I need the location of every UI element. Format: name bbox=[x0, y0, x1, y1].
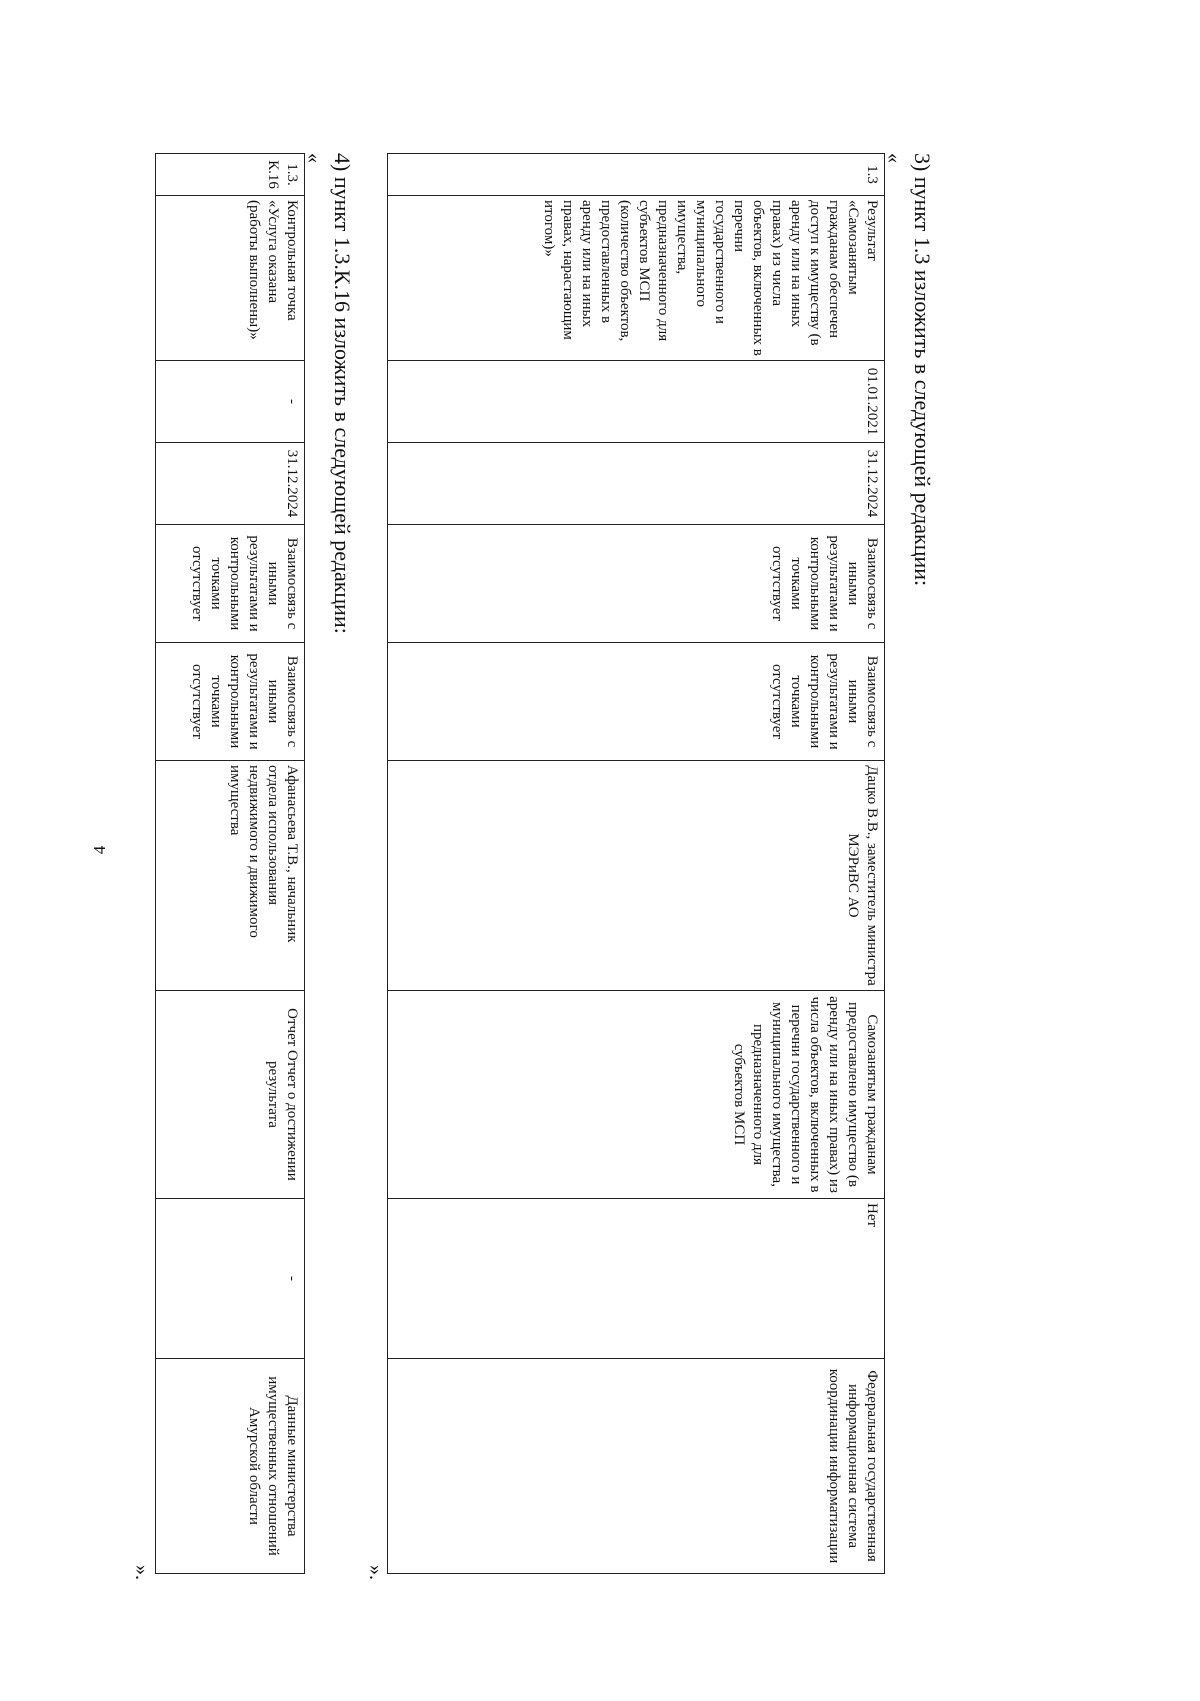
section-4-table bbox=[155, 153, 305, 1574]
table-row bbox=[388, 154, 885, 1574]
previous-relation-cell: Взаимосвязь с иными результатами и контрольными точками отсутствует bbox=[156, 525, 305, 643]
level-cell: Нет bbox=[388, 1199, 885, 1359]
section-4-close-quote: ». bbox=[131, 1565, 153, 1580]
section-4-heading: 4) пункт 1.3.К.16 изложить в следующей редакции: bbox=[330, 153, 355, 634]
page-number: 4 bbox=[90, 845, 109, 855]
row-number-cell: 1.3 bbox=[388, 154, 885, 196]
information-system-cell: Данные министерства имущественных отношений Амурской области bbox=[156, 1359, 305, 1574]
next-relation-cell: Взаимосвязь с иными результатами и контрольными точками отсутствует bbox=[156, 643, 305, 761]
table-row bbox=[156, 154, 305, 1574]
start-date-cell: 01.01.2021 bbox=[388, 361, 885, 443]
responsible-cell: Дацко В.В., заместитель министра МЭРиВС АО bbox=[388, 761, 885, 991]
end-date-cell: 31.12.2024 bbox=[156, 443, 305, 525]
result-description-cell: Самозанятым гражданам предоставлено имущество (в аренду или на иных правах) из числа объектов, включенных в перечни государственного и муниципального имущества, предназначенного для субъектов МСП bbox=[388, 991, 885, 1199]
information-system-cell: Федеральная государственная информационная система координации информатизации bbox=[388, 1359, 885, 1574]
level-cell: - bbox=[156, 1199, 305, 1359]
section-3-close-quote: ». bbox=[365, 1565, 387, 1580]
section-3-table bbox=[387, 153, 885, 1574]
next-relation-cell: Взаимосвязь с иными результатами и контрольными точками отсутствует bbox=[388, 643, 885, 761]
rotated-document-sheet bbox=[131, 153, 935, 1580]
item-name-cell: Контрольная точка «Услуга оказана (работы выполнены)» bbox=[156, 196, 305, 361]
section-4-open-quote: « bbox=[303, 153, 325, 163]
item-name-cell: Результат «Самозанятым гражданам обеспечен доступ к имуществу (в аренду или на иных правах) из числа объектов, включенных в перечни государственного и муниципального имущества, предназначенного для субъектов МСП (количество объектов, предоставленных в аренду или на иных правах, нарастающим итогом)» bbox=[388, 196, 885, 361]
start-date-cell: - bbox=[156, 361, 305, 443]
end-date-cell: 31.12.2024 bbox=[388, 443, 885, 525]
section-3-open-quote: « bbox=[883, 153, 905, 163]
row-number-cell: 1.3. К.16 bbox=[156, 154, 305, 196]
section-3-heading: 3) пункт 1.3 изложить в следующей редакции: bbox=[910, 153, 935, 587]
responsible-cell: Афанасьева Т.В., начальник отдела использования недвижимого и движимого имущества bbox=[156, 761, 305, 991]
result-description-cell: Отчет Отчет о достижении результата bbox=[156, 991, 305, 1199]
previous-relation-cell: Взаимосвязь с иными результатами и контрольными точками отсутствует bbox=[388, 525, 885, 643]
